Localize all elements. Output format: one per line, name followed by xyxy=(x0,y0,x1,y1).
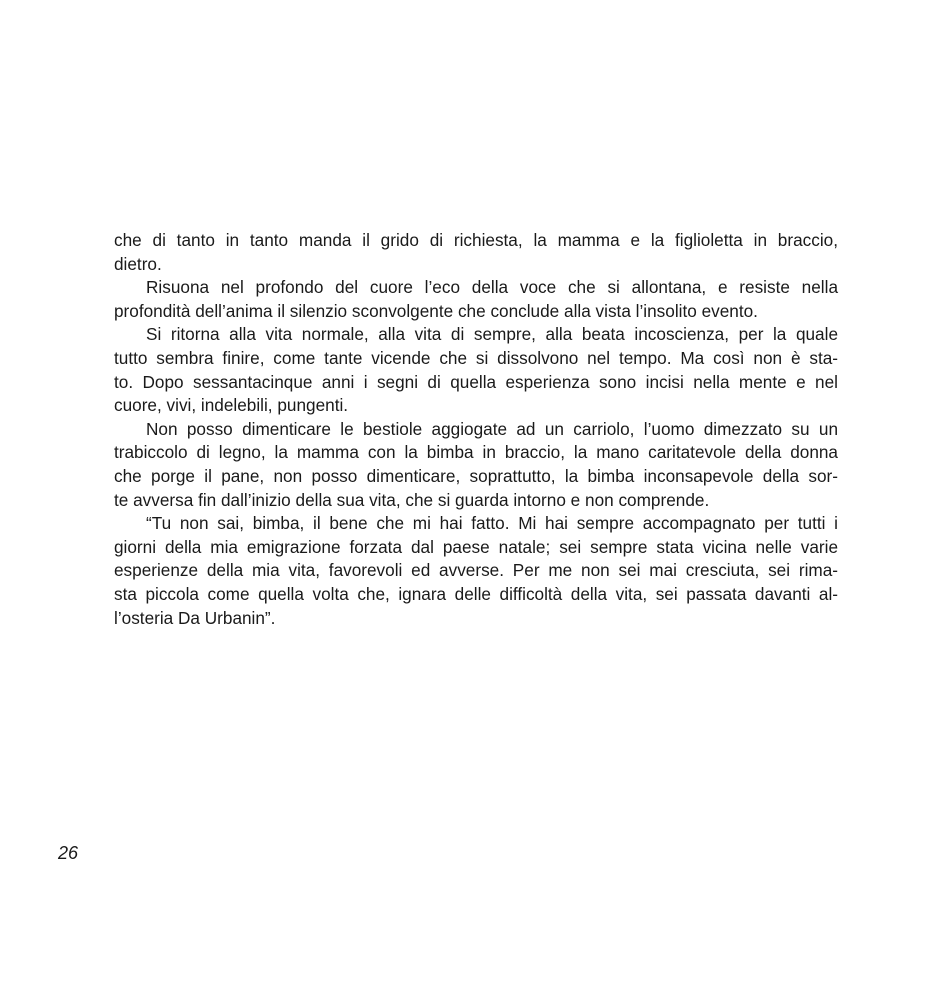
text-line: sta piccola come quella volta che, ignara delle difficoltà della vita, sei passata davanti al- xyxy=(114,583,838,604)
text-line: che porge il pane, non posso dimenticare, soprattutto, la bimba inconsapevole della sor- xyxy=(114,465,838,486)
text-line: l’osteria Da Urbanin”. xyxy=(114,607,276,628)
text-line: te avversa fin dall’inizio della sua vita, che si guarda intorno e non comprende. xyxy=(114,489,710,510)
text-line: Non posso dimenticare le bestiole aggiogate ad un carriolo, l’uomo dimezzato su un xyxy=(146,418,838,439)
text-line: esperienze della mia vita, favorevoli ed avverse. Per me non sei mai cresciuta, sei rima- xyxy=(114,560,838,581)
text-line: tutto sembra finire, come tante vicende che si dissolvono nel tempo. Ma così non è sta- xyxy=(114,347,838,368)
text-line: che di tanto in tanto manda il grido di richiesta, la mamma e la figlioletta in braccio, xyxy=(114,230,838,250)
body-text xyxy=(114,229,838,630)
text-line: “Tu non sai, bimba, il bene che mi hai fatto. Mi hai sempre accompagnato per tutti i xyxy=(146,513,838,534)
text-line: profondità dell’anima il silenzio sconvolgente che conclude alla vista l’insolito evento. xyxy=(114,300,758,321)
text-line: cuore, vivi, indelebili, pungenti. xyxy=(114,395,349,416)
text-line: trabiccolo di legno, la mamma con la bimba in braccio, la mano caritatevole della donna xyxy=(114,442,838,463)
text-line: Si ritorna alla vita normale, alla vita di sempre, alla beata incoscienza, per la quale xyxy=(146,324,838,345)
text-line: dietro. xyxy=(114,253,162,274)
text-line: giorni della mia emigrazione forzata dal paese natale; sei sempre stata vicina nelle varie xyxy=(114,536,838,557)
text-line: to. Dopo sessantacinque anni i segni di quella esperienza sono incisi nella mente e nel xyxy=(114,371,838,392)
page-number: 26 xyxy=(58,843,79,863)
text-line: Risuona nel profondo del cuore l’eco della voce che si allontana, e resiste nella xyxy=(146,277,838,298)
